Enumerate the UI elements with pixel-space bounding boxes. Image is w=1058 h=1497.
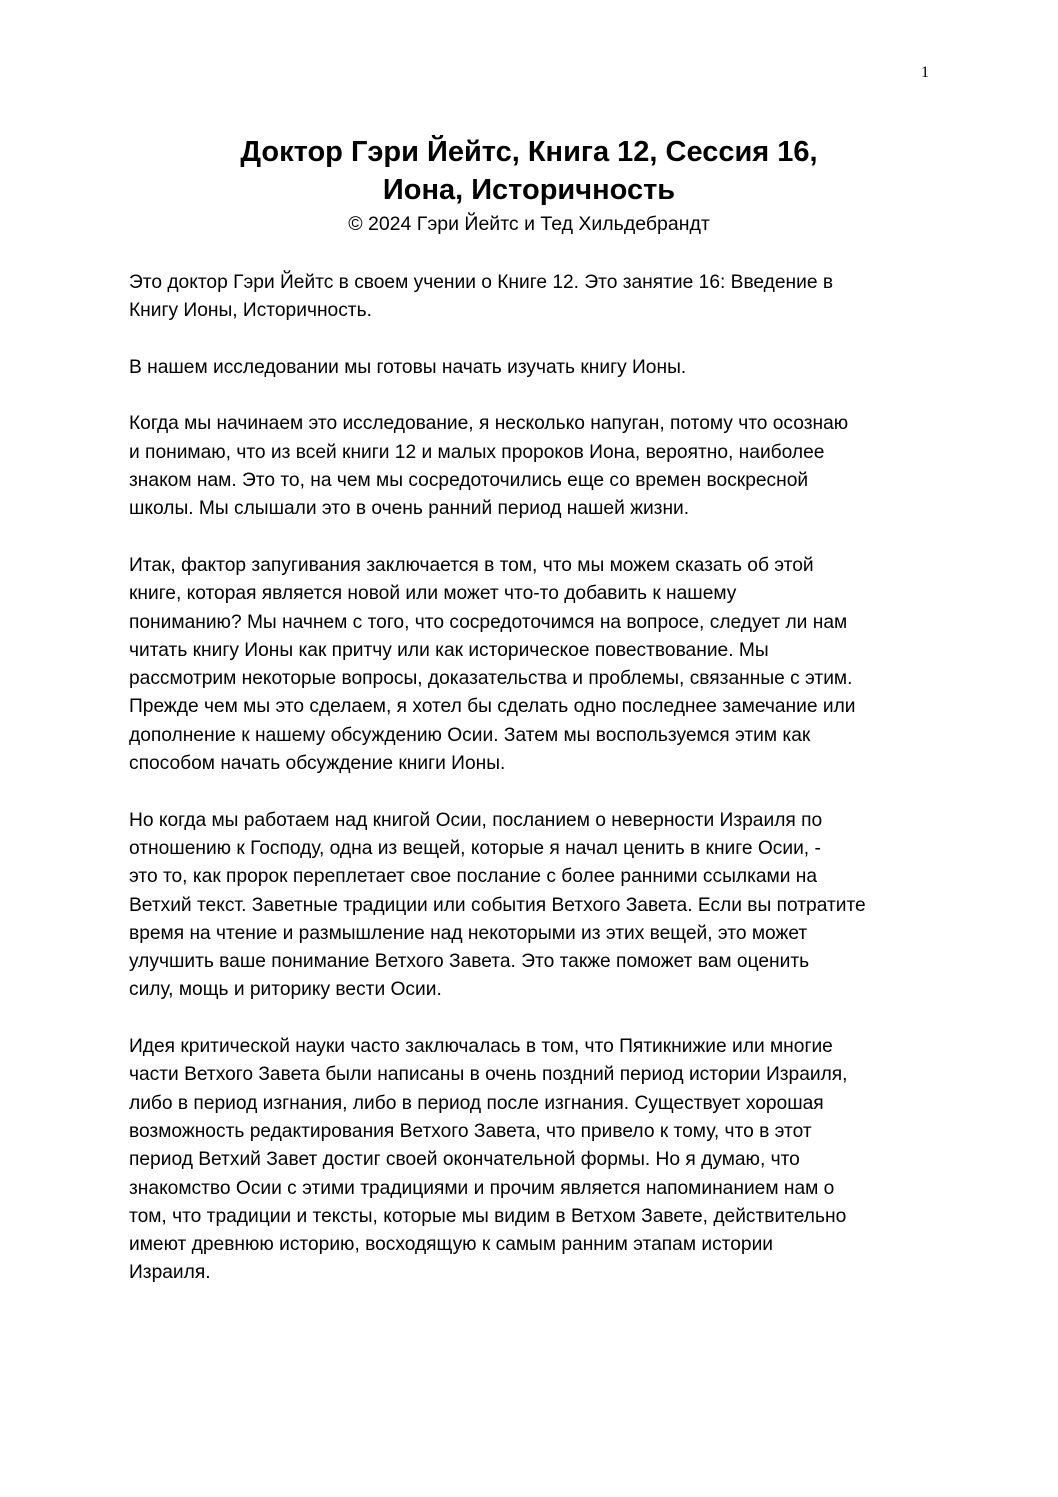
paragraph-intro — [129, 269, 929, 326]
text-line: пониманию? Мы начнем с того, что сосредоточимся на вопросе, следует ли нам — [129, 611, 848, 633]
copyright-notice: © 2024 Гэри Йейтс и Тед Хильдебрандт — [348, 213, 710, 235]
text-line: и понимаю, что из всей книги 12 и малых пророков Иона, вероятно, наиболее — [129, 441, 825, 463]
text-line: либо в период изгнания, либо в период после изгнания. Существует хорошая — [129, 1092, 824, 1114]
text-line: улучшить ваше понимание Ветхого Завета. Это также поможет вам оценить — [129, 951, 810, 973]
text-line: части Ветхого Завета были написаны в очень поздний период истории Израиля, — [129, 1064, 848, 1086]
text-line: Израиля. — [129, 1262, 211, 1284]
text-line: Идея критической науки часто заключалась в том, что Пятикнижие или многие — [129, 1036, 833, 1058]
text-line: читать книгу Ионы как притчу или как историческое повествование. Мы — [129, 639, 769, 661]
title-line-2: Иона, Историчность — [382, 174, 676, 206]
text-line: книге, которая является новой или может что-то добавить к нашему — [129, 583, 737, 605]
text-line: дополнение к нашему обсуждению Осии. Затем мы воспользуемся этим как — [129, 724, 811, 746]
text-line: способом начать обсуждение книги Ионы. — [129, 753, 506, 775]
text-line: знакомство Осии с этими традициями и прочим является напоминанием нам о — [129, 1177, 835, 1199]
text-line: школы. Мы слышали это в очень ранний период нашей жизни. — [129, 498, 690, 520]
text-line: Прежде чем мы это сделаем, я хотел бы сделать одно последнее замечание или — [129, 696, 856, 718]
text-line: рассмотрим некоторые вопросы, доказательства и проблемы, связанные с этим. — [129, 668, 853, 690]
text-line: Итак, фактор запугивания заключается в том, что мы можем сказать об этой — [129, 554, 814, 576]
document-header — [0, 133, 1058, 239]
document-body — [129, 269, 929, 1316]
text-line: время на чтение и размышление над некоторыми из этих вещей, это может — [129, 922, 808, 944]
text-line: это то, как пророк переплетает свое послание с более ранними ссылками на — [129, 866, 818, 888]
paragraph-hosea-message — [129, 807, 929, 1005]
text-line: возможность редактирования Ветхого Завета, что привело к тому, что в этот — [129, 1120, 812, 1142]
text-line: знаком нам. Это то, на чем мы сосредоточились еще со времен воскресной — [129, 470, 809, 492]
title-line-1: Доктор Гэри Йейтс, Книга 12, Сессия 16, — [240, 136, 818, 168]
text-line: Ветхий текст. Заветные традиции или события Ветхого Завета. Если вы потратите — [129, 894, 866, 916]
text-line: период Ветхий Завет достиг своей окончательной формы. Но я думаю, что — [129, 1149, 800, 1171]
text-line: силу, мощь и риторику вести Осии. — [129, 979, 442, 1001]
page-number: 1 — [921, 64, 929, 81]
text-line: В нашем исследовании мы готовы начать изучать книгу Ионы. — [129, 356, 687, 378]
text-line: имеют древнюю историю, восходящую к самым ранним этапам истории — [129, 1234, 774, 1256]
text-line: Когда мы начинаем это исследование, я несколько напуган, потому что осознаю — [129, 413, 849, 435]
text-line: Это доктор Гэри Йейтс в своем учении о Книге 12. Это занятие 16: Введение в — [129, 272, 834, 293]
text-line: отношению к Господу, одна из вещей, которые я начал ценить в книге Осии, - — [129, 837, 821, 859]
paragraph-critical-scholarship — [129, 1033, 929, 1288]
paragraph-parable-or-history — [129, 552, 929, 778]
text-line: том, что традиции и тексты, которые мы видим в Ветхом Завете, действительно — [129, 1205, 847, 1227]
text-line: Книгу Ионы, Историчность. — [129, 300, 372, 322]
text-line: Но когда мы работаем над книгой Осии, посланием о неверности Израиля по — [129, 809, 823, 831]
paragraph-study-start — [129, 354, 929, 382]
paragraph-familiarity — [129, 410, 929, 523]
